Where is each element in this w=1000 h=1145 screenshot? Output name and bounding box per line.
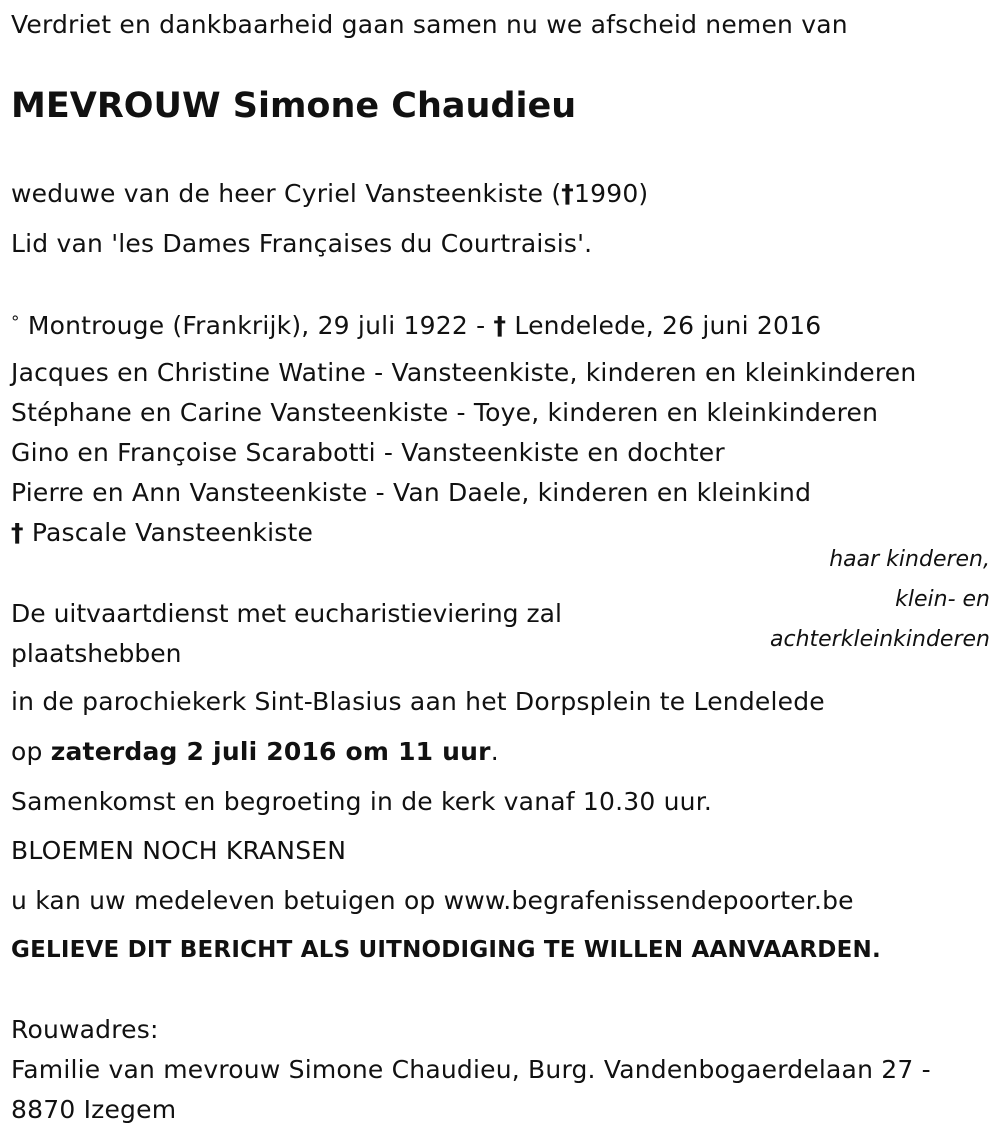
cross-icon: † — [493, 311, 507, 340]
cross-icon: † — [11, 518, 24, 547]
flowers-line: BLOEMEN NOCH KRANSEN — [11, 836, 347, 865]
family-line-1: Jacques en Christine Watine - Vansteenkiste, kinderen en kleinkinderen — [11, 358, 917, 387]
intro-text: Verdriet en dankbaarheid gaan samen nu we afscheid nemen van — [11, 10, 848, 39]
address-line-2: 8870 Izegem — [11, 1095, 177, 1124]
widow-line — [11, 180, 648, 208]
date-suffix: . — [490, 737, 499, 766]
birth-text: Montrouge (Frankrijk), 29 juli 1922 - — [27, 311, 486, 340]
date-prefix: op — [11, 737, 43, 766]
invitation-line: GELIEVE DIT BERICHT ALS UITNODIGING TE WILLEN AANVAARDEN. — [11, 937, 881, 963]
grandchildren-block — [690, 540, 990, 660]
birth-death-line — [11, 309, 821, 340]
address-label: Rouwadres: — [11, 1015, 159, 1044]
gathering-line: Samenkomst en begroeting in de kerk vanaf 10.30 uur. — [11, 787, 713, 816]
widow-text: weduwe van de heer Cyriel Vansteenkiste ( — [11, 179, 562, 208]
deceased-child-name: Pascale Vansteenkiste — [31, 518, 314, 547]
church-line: in de parochiekerk Sint-Blasius aan het Dorpsplein te Lendelede — [11, 687, 825, 716]
death-text: Lendelede, 26 juni 2016 — [514, 311, 822, 340]
family-line-4: Pierre en Ann Vansteenkiste - Van Daele, kinderen en kleinkind — [11, 478, 812, 507]
date-bold: zaterdag 2 juli 2016 om 11 uur — [50, 737, 491, 766]
birth-symbol: ° — [11, 313, 20, 333]
family-line-3: Gino en Françoise Scarabotti - Vansteenkiste en dochter — [11, 438, 725, 467]
deceased-child-line — [11, 519, 313, 547]
grandchildren-line-2: klein- en — [895, 587, 990, 612]
address-line-1: Familie van mevrouw Simone Chaudieu, Burg. Vandenbogaerdelaan 27 - — [11, 1055, 931, 1084]
grandchildren-line-3: achterkleinkinderen — [770, 627, 990, 652]
cross-icon: † — [561, 179, 574, 208]
membership-line: Lid van 'les Dames Françaises du Courtraisis'. — [11, 229, 593, 258]
funeral-service-text: De uitvaartdienst met eucharistieviering zal plaatshebben — [11, 599, 562, 668]
grandchildren-line-1: haar kinderen, — [829, 547, 990, 572]
date-line — [11, 738, 499, 766]
deceased-name: MEVROUW Simone Chaudieu — [11, 86, 577, 126]
family-line-2: Stéphane en Carine Vansteenkiste - Toye, kinderen en kleinkinderen — [11, 398, 879, 427]
condolence-line: u kan uw medeleven betuigen op www.begrafenissendepoorter.be — [11, 886, 854, 915]
widow-year: 1990) — [574, 179, 649, 208]
